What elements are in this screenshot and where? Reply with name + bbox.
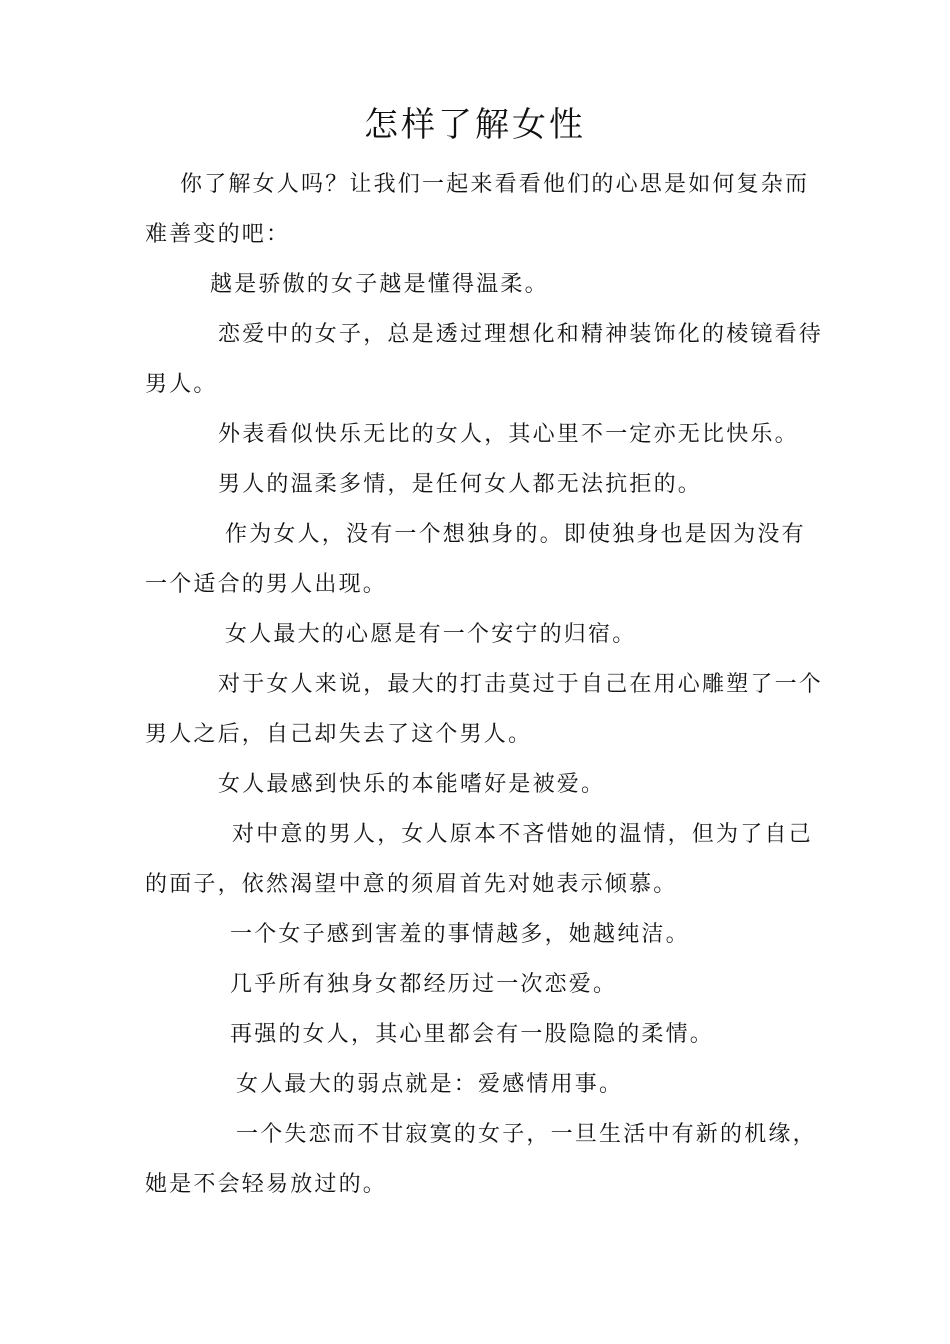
paragraph-line: 女人最大的弱点就是：爱感情用事。 (236, 1072, 624, 1097)
paragraph-line: 她是不会轻易放过的。 (145, 1172, 388, 1197)
paragraph-line: 外表看似快乐无比的女人，其心里不一定亦无比快乐。 (218, 422, 799, 447)
paragraph-line: 再强的女人，其心里都会有一股隐隐的柔情。 (230, 1022, 715, 1047)
paragraph-line: 的面子，依然渴望中意的须眉首先对她表示倾慕。 (145, 872, 678, 897)
paragraph-line: 男人。 (145, 372, 218, 397)
paragraph-line: 你了解女人吗？让我们一起来看看他们的心思是如何复杂而 (180, 172, 810, 197)
page-title: 怎样了解女性 (364, 105, 586, 145)
paragraph-line: 女人最感到快乐的本能嗜好是被爱。 (218, 772, 606, 797)
paragraph-line: 对中意的男人，女人原本不吝惜她的温情，但为了自己 (232, 822, 813, 847)
paragraph-line: 一个适合的男人出现。 (145, 572, 388, 597)
paragraph-line: 难善变的吧： (145, 222, 291, 247)
paragraph-line: 恋爱中的女子，总是透过理想化和精神装饰化的棱镜看待 (218, 322, 824, 347)
paragraph-line: 作为女人，没有一个想独身的。即使独身也是因为没有 (225, 522, 806, 547)
paragraph-line: 一个失恋而不甘寂寞的女子，一旦生活中有新的机缘， (236, 1122, 817, 1147)
paragraph-line: 女人最大的心愿是有一个安宁的归宿。 (225, 622, 637, 647)
paragraph-line: 几乎所有独身女都经历过一次恋爱。 (230, 972, 618, 997)
paragraph-line: 男人之后，自己却失去了这个男人。 (145, 722, 533, 747)
paragraph-line: 越是骄傲的女子越是懂得温柔。 (210, 272, 549, 297)
paragraph-line: 一个女子感到害羞的事情越多，她越纯洁。 (230, 922, 690, 947)
paragraph-line: 对于女人来说，最大的打击莫过于自己在用心雕塑了一个 (218, 672, 824, 697)
paragraph-line: 男人的温柔多情，是任何女人都无法抗拒的。 (218, 472, 703, 497)
